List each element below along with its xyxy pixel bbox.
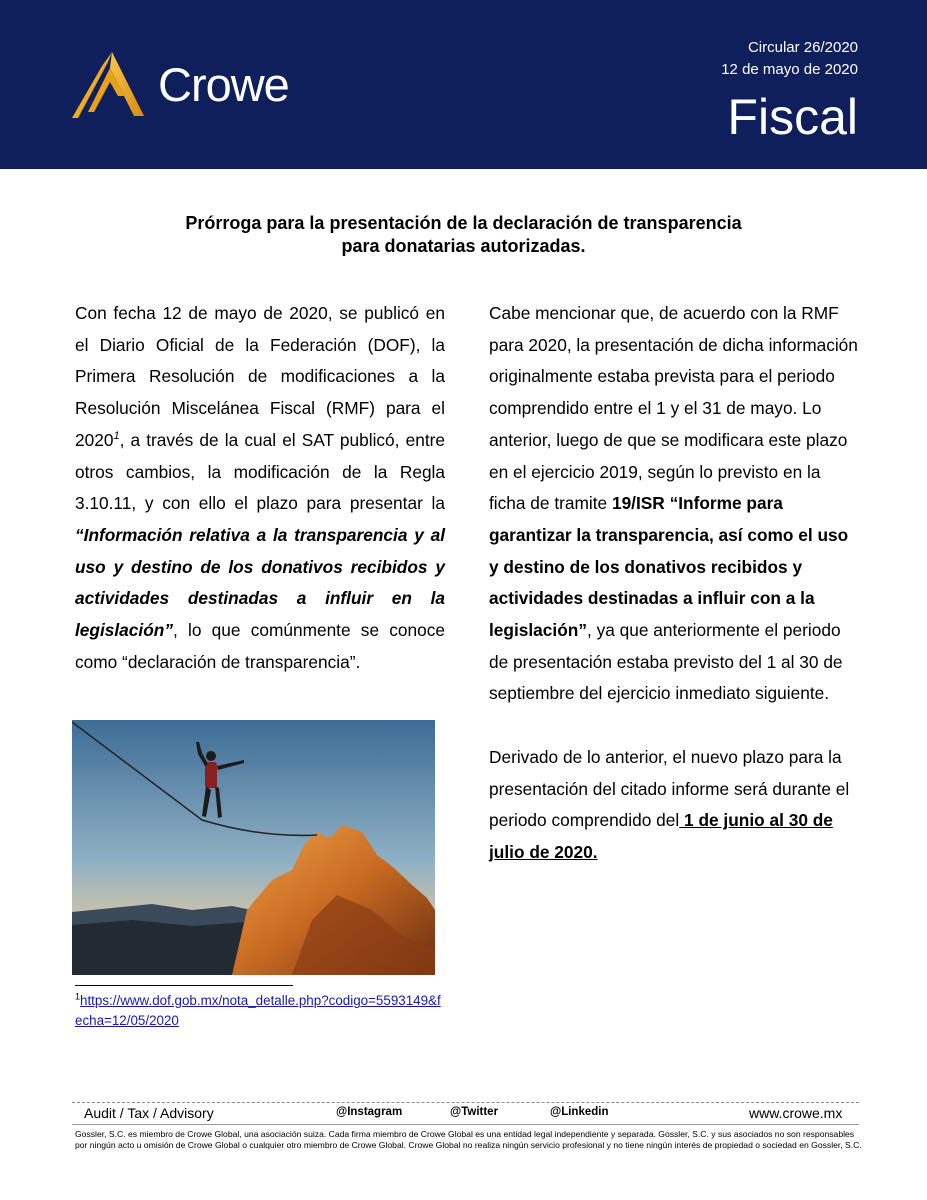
- footer-divider-2: [72, 1124, 859, 1125]
- left-text-c: , lo que comúnmente se conoce como “declaración de transparencia”.: [75, 620, 445, 672]
- left-text-a: Con fecha 12 de mayo de 2020, se publicó en el Diario Oficial de la Federación (DOF), la Primera Resolución de modificaciones a la Resolución Miscelánea Fiscal (RMF) para el 2020: [75, 303, 445, 450]
- new-deadline: 1 de junio al 30 de julio de 2020.: [489, 810, 833, 862]
- header-banner: [0, 0, 927, 169]
- section-title: Fiscal: [727, 89, 858, 145]
- right-paragraph-1: [489, 298, 859, 710]
- linkedin-link[interactable]: @Linkedin: [550, 1106, 609, 1118]
- circular-date: 12 de mayo de 2020: [721, 61, 858, 78]
- right-paragraph-2: [489, 742, 859, 869]
- left-column: [75, 298, 445, 678]
- left-highlight: “Información relativa a la transparencia y al uso y destino de los donativos recibidos y actividades destinadas a influir en la legislación”: [75, 524, 445, 641]
- title-line-1: Prórroga para la presentación de la declaración de transparencia: [185, 213, 742, 233]
- footer-divider: [72, 1102, 859, 1103]
- brand-name: Crowe: [158, 58, 289, 111]
- footnote-ref: 1: [113, 430, 120, 443]
- footnote: [75, 991, 445, 1031]
- tightrope-walker-photo: [72, 720, 435, 975]
- right-text-c: Derivado de lo anterior, el nuevo plazo para la presentación del citado informe será durante el periodo comprendido del: [489, 746, 850, 831]
- right-text-b: , ya que anteriormente el periodo de presentación estaba previsto del 1 al 30 de septiembre del ejercicio inmediato siguiente.: [489, 620, 843, 704]
- instagram-link[interactable]: @Instagram: [336, 1106, 403, 1118]
- footnote-link[interactable]: https://www.dof.gob.mx/nota_detalle.php?codigo=5593149&fecha=12/05/2020: [75, 993, 441, 1028]
- title-line-2: para donatarias autorizadas.: [341, 236, 586, 256]
- twitter-link[interactable]: @Twitter: [450, 1106, 499, 1118]
- right-text-a: Cabe mencionar que, de acuerdo con la RMF para 2020, la presentación de dicha información originalmente estaba prevista para el periodo comprendido entre el 1 y el 31 de mayo. Lo anterior, luego de que se modificara este plazo en el ejercicio 2019, según lo previsto en la ficha de tramite: [489, 303, 858, 514]
- right-highlight: 19/ISR “Informe para garantizar la transparencia, así como el uso y destino de los donativos recibidos y actividades destinadas a influir con a la legislación”: [489, 493, 849, 641]
- website-link[interactable]: www.crowe.mx: [749, 1105, 843, 1121]
- footnote-number: 1: [75, 991, 81, 1002]
- footnote-separator: [75, 985, 293, 986]
- legal-disclaimer: Gossler, S.C. es miembro de Crowe Global, una asociación suiza. Cada firma miembro de Crowe Global es una entidad legal independiente y separada. Gossler, S.C. y sus asociados no son responsables por ningún acto u omisión de Crowe Global o cualquier otro miembro de Crowe Global. Crowe Global no realiza ningún servicio profesional y no tiene ningún interés de propiedad o sociedad en Gossler, S.C.: [75, 1129, 862, 1150]
- circular-number: Circular 26/2020: [747, 39, 858, 56]
- left-paragraph: [75, 298, 445, 678]
- footer-services: Audit / Tax / Advisory: [84, 1105, 214, 1121]
- crowe-logo-icon: [72, 52, 144, 118]
- right-column: [489, 298, 859, 869]
- circular-info: [721, 37, 858, 81]
- left-text-b: , a través de la cual el SAT publicó, entre otros cambios, la modificación de la Regla 3.10.11, y con ello el plazo para presentar la: [75, 429, 445, 514]
- document-title: [0, 212, 927, 258]
